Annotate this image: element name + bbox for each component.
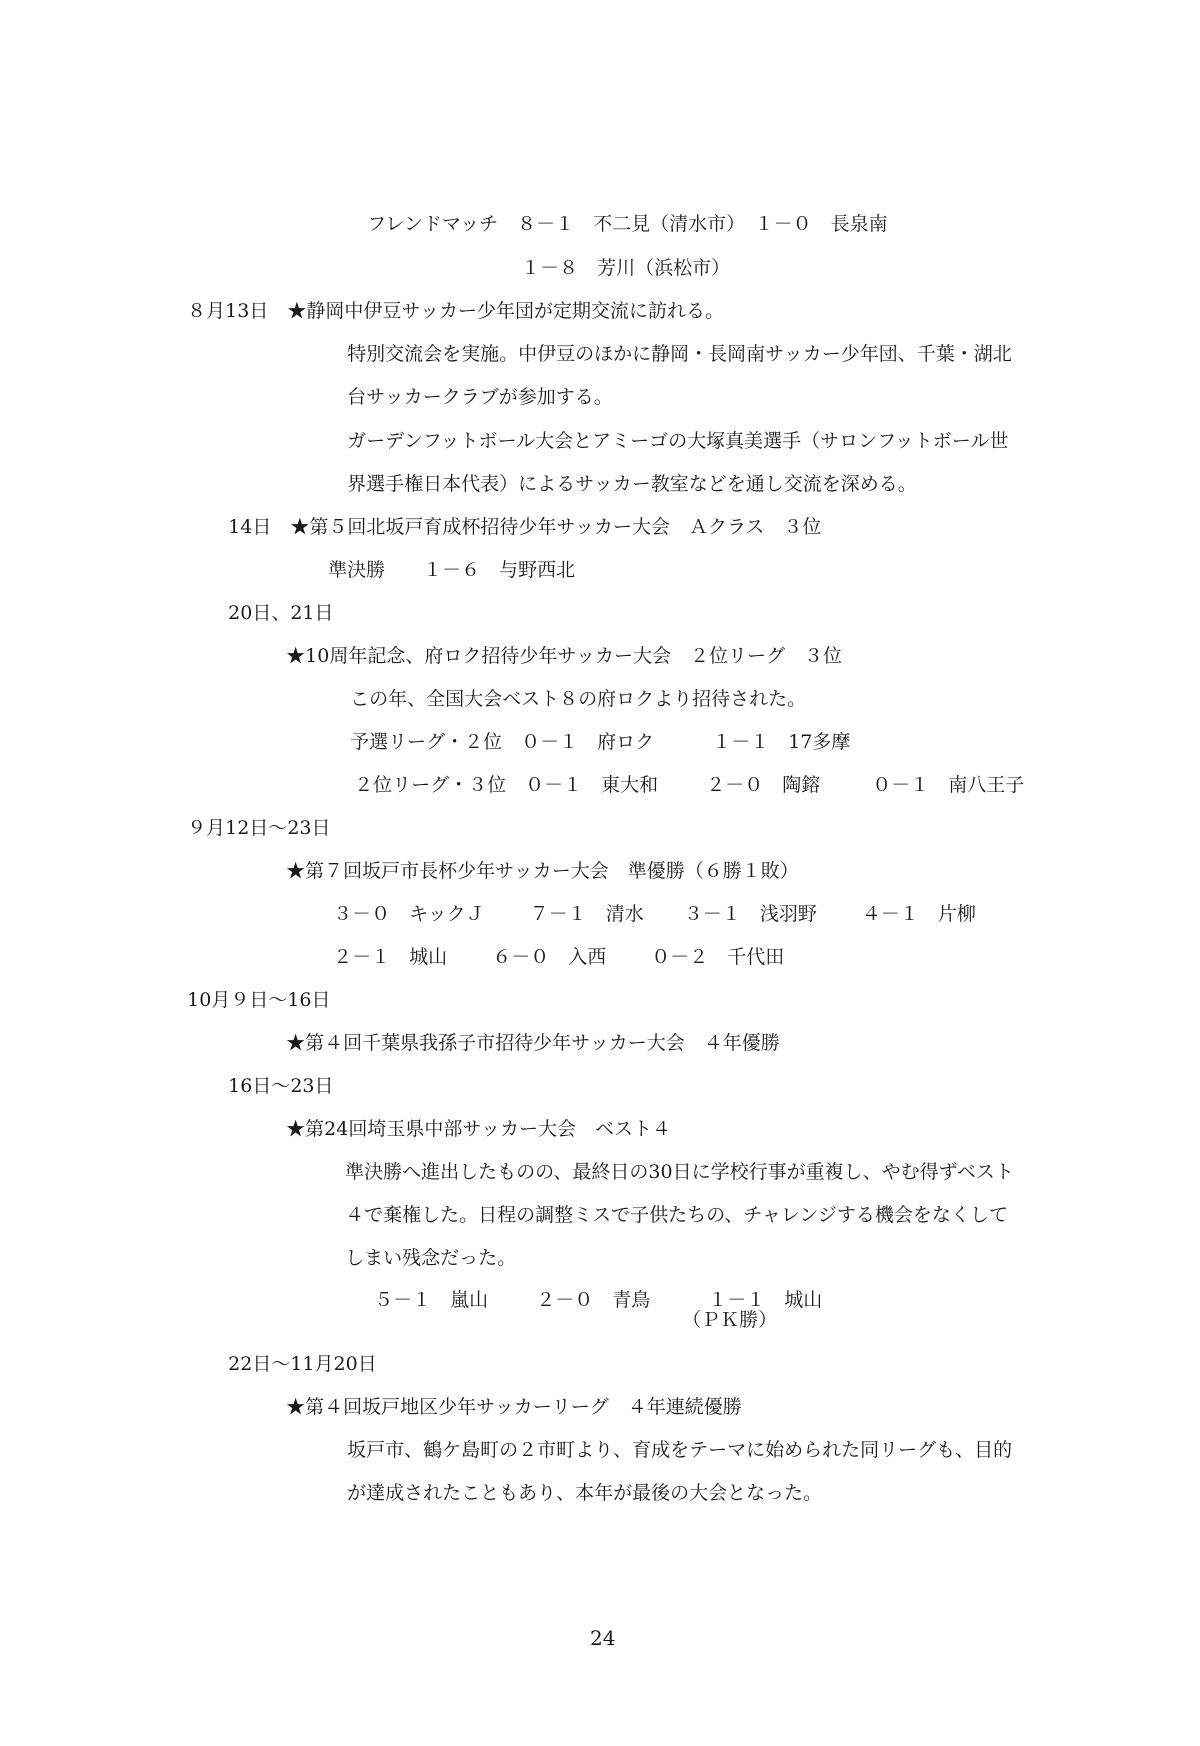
text: ８月13日 ★静岡中伊豆サッカー少年団が定期交流に訪れる。 bbox=[187, 300, 724, 322]
text: 坂戸市、鶴ケ島町の２市町より、育成をテーマに始められた同リーグも、目的 bbox=[347, 1439, 1013, 1461]
text: １－１ 城山 bbox=[708, 1289, 823, 1311]
page-number: 24 bbox=[590, 1626, 616, 1650]
oct22-body-line-2 bbox=[323, 1465, 822, 1522]
text: ２－０ 陶鎔 bbox=[706, 774, 821, 796]
text: ２－０ 青鳥 bbox=[536, 1289, 651, 1311]
text: １－１ 17多摩 bbox=[712, 731, 851, 753]
text: 予選リーグ・２位 ０－１ 府ロク bbox=[350, 731, 655, 753]
text: この年、全国大会ベスト８の府ロクより招待された。 bbox=[350, 688, 807, 710]
text: ガーデンフットボール大会とアミーゴの大塚真美選手（サロンフットボール世 bbox=[347, 430, 1009, 452]
text: １－８ 芳川（浜松市） bbox=[521, 257, 731, 279]
text: 10月９日～16日 bbox=[187, 989, 331, 1011]
text: ４で棄権した。日程の調整ミスで子供たちの、チャレンジする機会をなくして bbox=[345, 1204, 1008, 1226]
sep12-results-line-2 bbox=[309, 929, 784, 986]
text: ０－２ 千代田 bbox=[651, 946, 785, 968]
text: ２位リーグ・３位 ０－１ 東大和 bbox=[354, 774, 659, 796]
aug20-second-league bbox=[330, 757, 1024, 814]
text: 台サッカークラブが参加する。 bbox=[347, 386, 613, 408]
text: フレンドマッチ ８－１ 不二見（清水市） １－０ 長泉南 bbox=[367, 213, 888, 235]
text: 準決勝へ進出したものの、最終日の30日に学校行事が重複し、やむ得ずベスト bbox=[345, 1161, 1014, 1183]
text: ７－１ 清水 bbox=[529, 903, 644, 925]
text: ★第24回埼玉県中部サッカー大会 ベスト４ bbox=[286, 1118, 671, 1140]
text: 14日 ★第５回北坂戸育成杯招待少年サッカー大会 Ａクラス ３位 bbox=[228, 516, 822, 538]
text: ３－１ 浅羽野 bbox=[683, 903, 817, 925]
text: ★第７回坂戸市長杯少年サッカー大会 準優勝（６勝１敗） bbox=[286, 860, 799, 882]
text: （ＰＫ勝） bbox=[682, 1309, 778, 1331]
text: 16日～23日 bbox=[228, 1075, 334, 1097]
text: ★第４回坂戸地区少年サッカーリーグ ４年連続優勝 bbox=[286, 1396, 742, 1418]
text: ４－１ 片柳 bbox=[861, 903, 976, 925]
text: ★第４回千葉県我孫子市招待少年サッカー大会 ４年優勝 bbox=[286, 1032, 780, 1054]
pk-note bbox=[658, 1292, 777, 1349]
text: 準決勝 １－６ 与野西北 bbox=[328, 559, 576, 581]
text: ９月12日～23日 bbox=[187, 817, 331, 839]
text: が達成されたこともあり、本年が最後の大会となった。 bbox=[347, 1482, 823, 1504]
text: ★10周年記念、府ロク招待少年サッカー大会 ２位リーグ ３位 bbox=[286, 645, 842, 667]
text: ５－１ 嵐山 bbox=[374, 1289, 489, 1311]
text: ６－０ 入西 bbox=[492, 946, 607, 968]
text: 22日～11月20日 bbox=[228, 1353, 377, 1375]
text: ０－１ 南八王子 bbox=[872, 774, 1025, 796]
text: ２－１ 城山 bbox=[333, 946, 448, 968]
text: 界選手権日本代表）によるサッカー教室などを通し交流を深める。 bbox=[347, 473, 917, 495]
text: ３－０ キックＪ bbox=[333, 903, 485, 925]
aug14-result bbox=[304, 542, 575, 599]
text: 20日、21日 bbox=[228, 602, 334, 624]
oct9-heading bbox=[262, 1015, 780, 1072]
text: 特別交流会を実施。中伊豆のほかに静岡・長岡南サッカー少年団、千葉・湖北 bbox=[347, 343, 1012, 365]
text: しまい残念だった。 bbox=[345, 1247, 517, 1269]
